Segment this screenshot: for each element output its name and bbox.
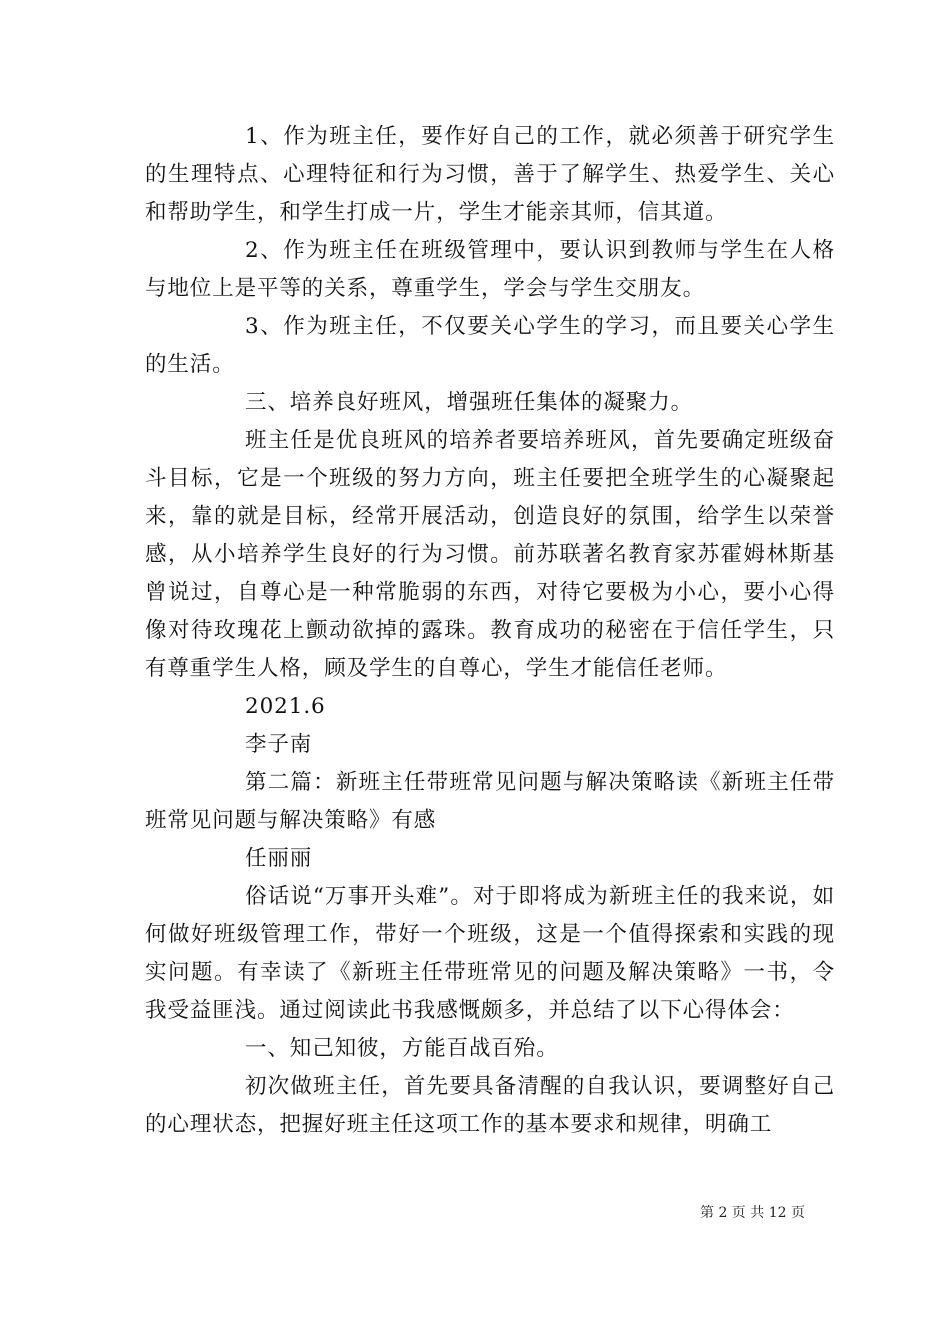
section-heading: 三、培养良好班风，增强班任集体的凝聚力。	[245, 390, 694, 415]
section-heading: 一、知己知彼，方能百战百殆。	[245, 1036, 559, 1061]
page-number-footer: 第 2 页 共 12 页	[700, 1205, 805, 1221]
paragraph: 初次做班主任，首先要具备清醒的自我认识，要调整好自己的心理状态，把握好班主任这项工作的基本要求和规律，明确工	[145, 1074, 835, 1137]
author-line: 李子南	[245, 732, 313, 757]
document-body	[145, 118, 835, 1144]
author-line: 任丽丽	[245, 846, 313, 871]
paragraph: 俗话说“万事开头难”。对于即将成为新班主任的我来说，如何做好班级管理工作，带好一个班级，这是一个值得探索和实践的现实问题。有幸读了《新班主任带班常见的问题及解决策略》一书，令我受益匪浅。通过阅读此书我感慨颇多，并总结了以下心得体会：	[145, 884, 835, 1023]
date-line: 2021.6	[245, 694, 326, 719]
paragraph: 班主任是优良班风的培养者要培养班风，首先要确定班级奋斗目标，它是一个班级的努力方向，班主任要把全班学生的心凝聚起来，靠的就是目标，经常开展活动，创造良好的氛围，给学生以荣誉感，从小培养学生良好的行为习惯。前苏联著名教育家苏霍姆林斯基曾说过，自尊心是一种常脆弱的东西，对待它要极为小心，要小心得像对待玫瑰花上颤动欲掉的露珠。教育成功的秘密在于信任学生，只有尊重学生人格，顾及学生的自尊心，学生才能信任老师。	[145, 428, 835, 681]
paragraph: 2、作为班主任在班级管理中，要认识到教师与学生在人格与地位上是平等的关系，尊重学生，学会与学生交朋友。	[145, 238, 835, 301]
paragraph: 3、作为班主任，不仅要关心学生的学习，而且要关心学生的生活。	[145, 314, 835, 377]
paragraph: 1、作为班主任，要作好自己的工作，就必须善于研究学生的生理特点、心理特征和行为习惯，善于了解学生、热爱学生、关心和帮助学生，和学生打成一片，学生才能亲其师，信其道。	[145, 124, 835, 225]
chapter-title: 第二篇：新班主任带班常见问题与解决策略读《新班主任带班常见问题与解决策略》有感	[145, 770, 835, 833]
